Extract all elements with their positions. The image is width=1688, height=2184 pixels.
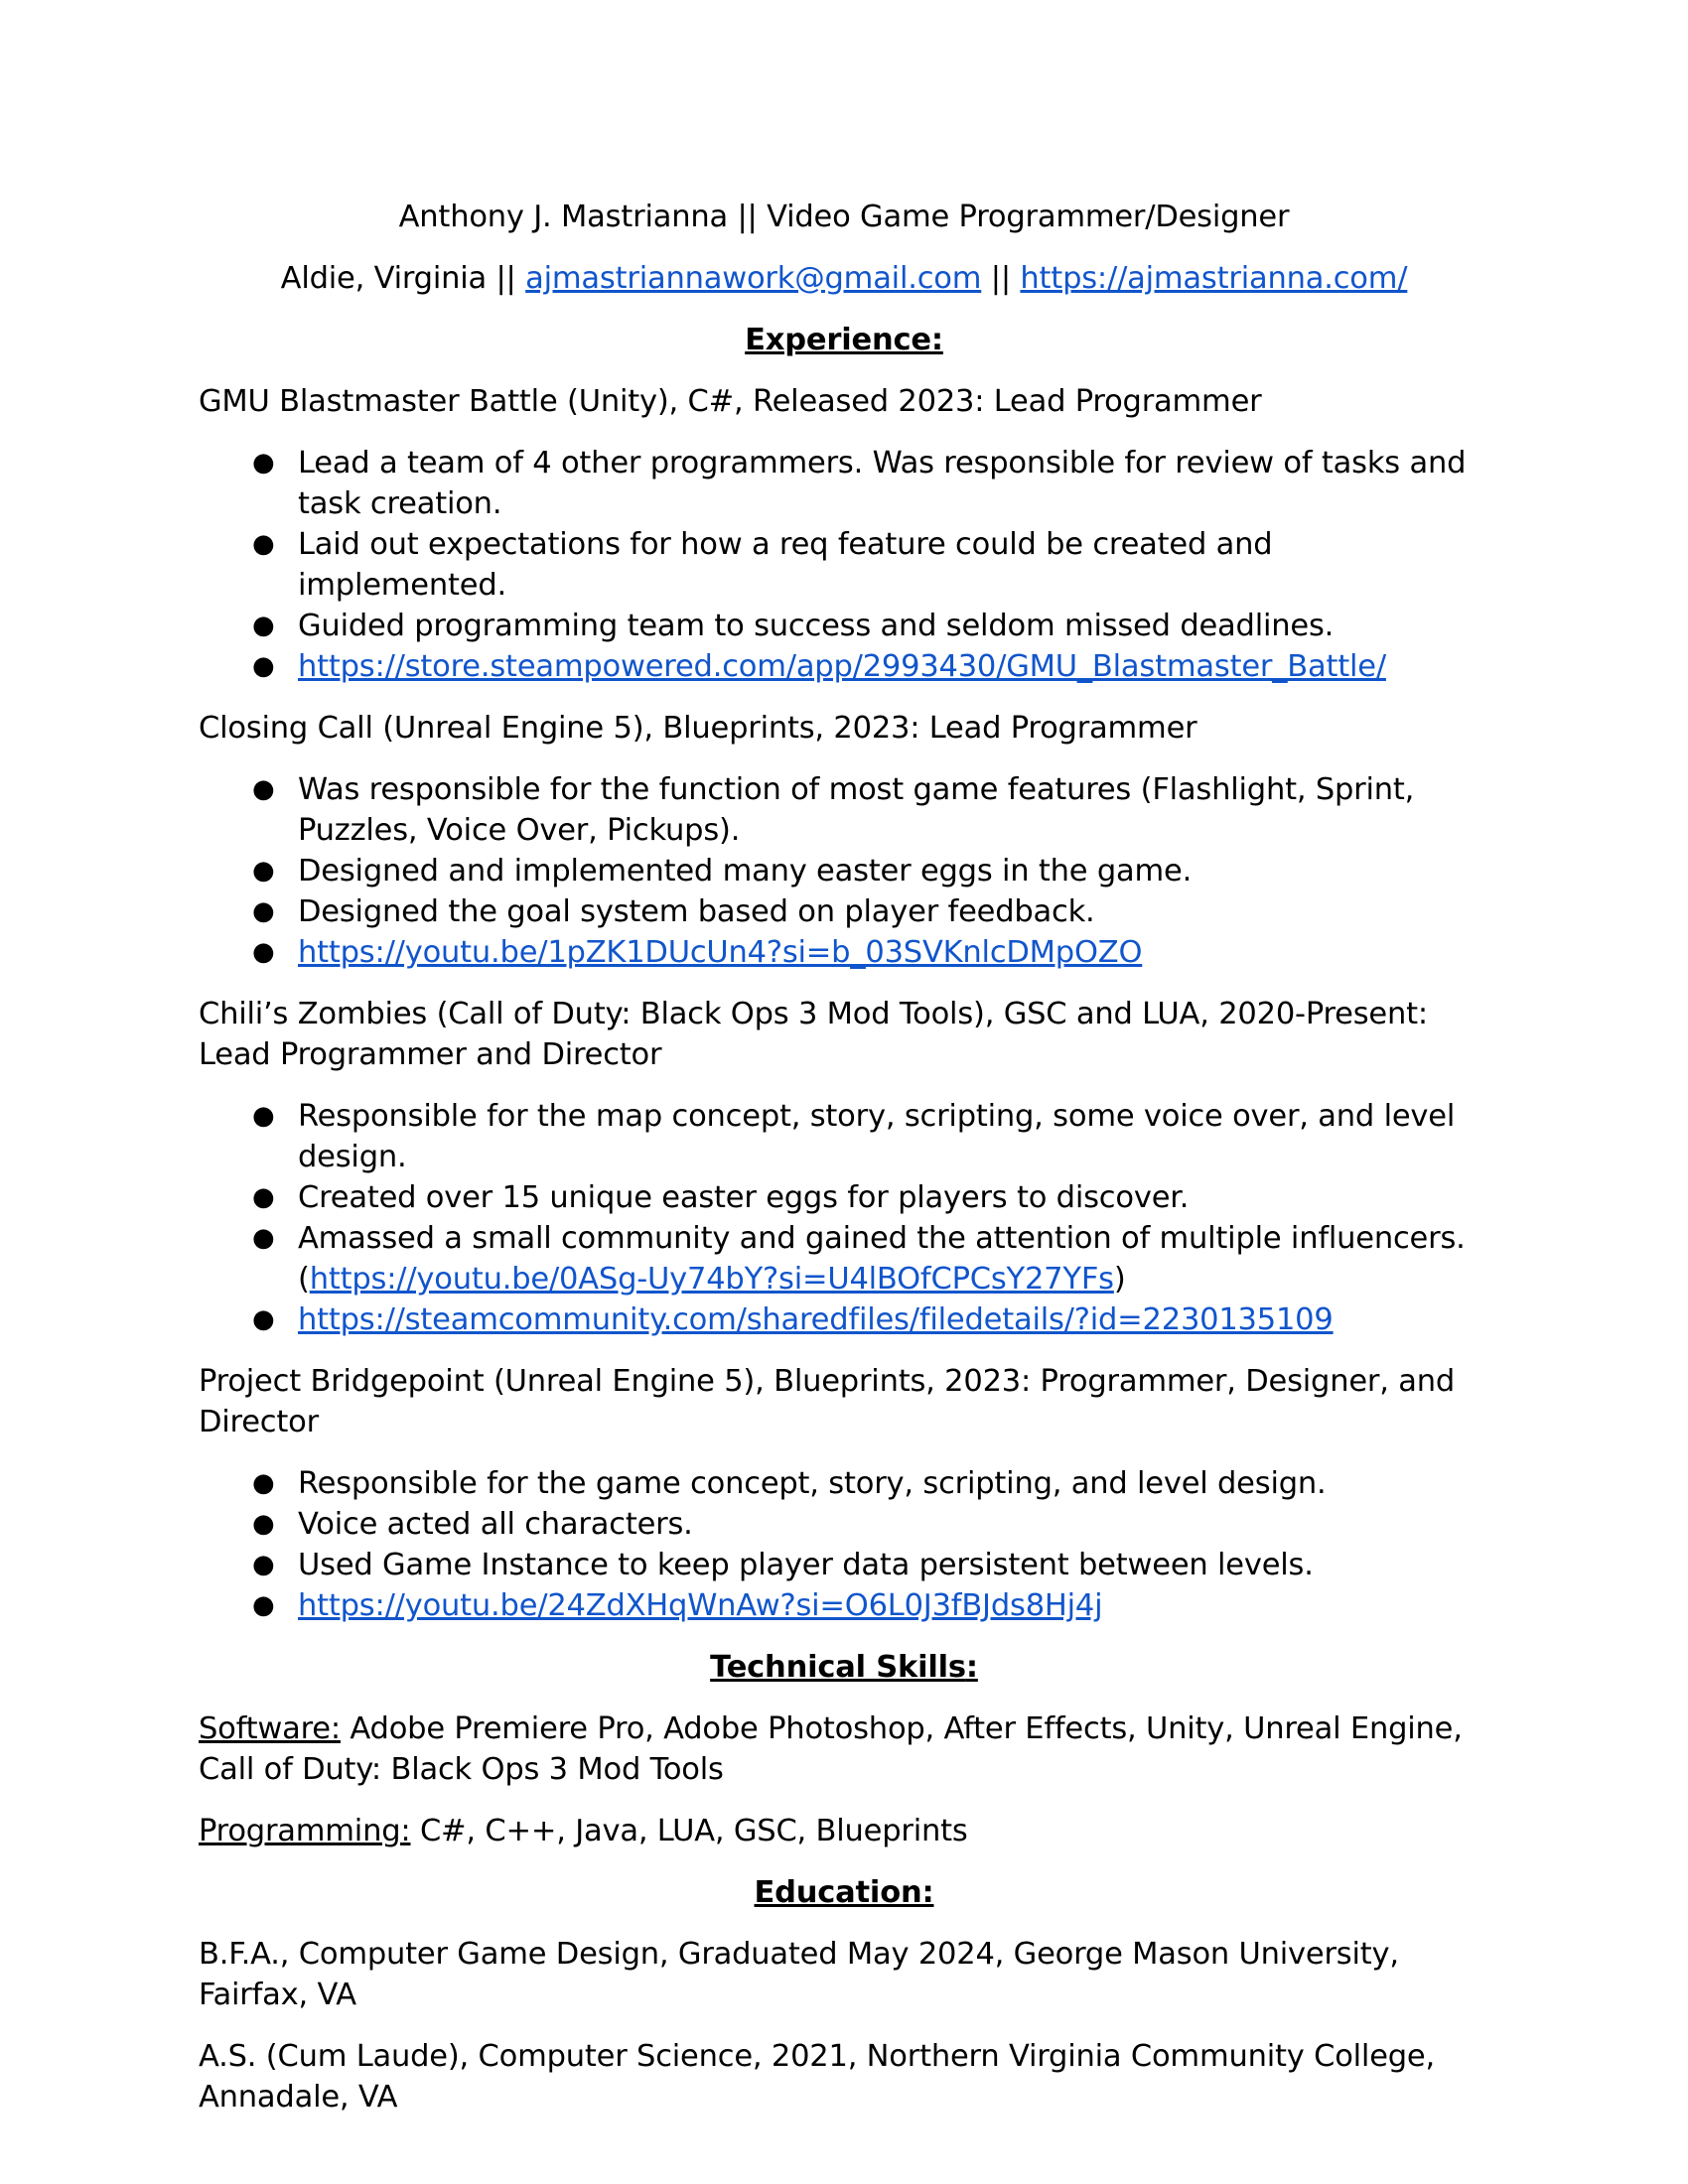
bullet-text: Was responsible for the function of most game features (Flashlight, Sprint, Puzzles, Voice Over, Pickups).	[298, 772, 1415, 848]
education-heading-text: Education	[754, 1875, 922, 1910]
list-item	[199, 1504, 1489, 1545]
bullet-icon: ●	[252, 1223, 275, 1253]
open-paren: (	[298, 1262, 310, 1297]
location-text: Aldie, Virginia ||	[280, 261, 526, 296]
skills-heading-text: Technical Skills	[710, 1650, 966, 1685]
software-skills	[199, 1708, 1489, 1790]
bullet-icon: ●	[252, 448, 275, 478]
resume-page	[199, 197, 1489, 2138]
software-value: Adobe Premiere Pro, Adobe Photoshop, After Effects, Unity, Unreal Engine, Call of Duty: Black Ops 3 Mod Tools	[199, 1711, 1463, 1787]
contact-line	[199, 258, 1489, 299]
bullet-text: Amassed a small community and gained the attention of multiple influencers.	[298, 1221, 1466, 1256]
list-item	[199, 932, 1489, 973]
bullet-text: Used Game Instance to keep player data persistent between levels.	[298, 1548, 1314, 1582]
bullet-text: Responsible for the game concept, story, scripting, and level design.	[298, 1466, 1327, 1501]
bullet-icon: ●	[252, 1590, 275, 1620]
list-item	[199, 646, 1489, 687]
list-item	[199, 443, 1489, 524]
bullet-text: Responsible for the map concept, story, scripting, some voice over, and level design.	[298, 1099, 1456, 1174]
bullet-icon: ●	[252, 1182, 275, 1212]
programming-skills	[199, 1811, 1489, 1851]
education-heading-colon: :	[921, 1875, 934, 1910]
bullet-text: Designed the goal system based on player feedback.	[298, 894, 1095, 929]
list-item	[199, 1463, 1489, 1504]
project-link[interactable]: https://youtu.be/24ZdXHqWnAw?si=O6L0J3fBJds8Hj4j	[298, 1588, 1103, 1623]
influencer-video-link[interactable]: https://youtu.be/0ASg-Uy74bY?si=U4lBOfCPCsY27YFs	[309, 1262, 1114, 1297]
skills-heading-colon: :	[965, 1650, 978, 1685]
bullet-text: Designed and implemented many easter eggs in the game.	[298, 854, 1193, 888]
project-title: Closing Call (Unreal Engine 5), Blueprints, 2023: Lead Programmer	[199, 711, 1197, 746]
bullet-icon: ●	[252, 856, 275, 886]
bullet-text: Voice acted all characters.	[298, 1507, 693, 1542]
bullet-icon: ●	[252, 611, 275, 640]
project-link[interactable]: https://store.steampowered.com/app/2993430/GMU_Blastmaster_Battle/	[298, 649, 1386, 684]
programming-label: Programming:	[199, 1814, 411, 1848]
list-item	[199, 1218, 1489, 1299]
bullet-icon: ●	[252, 896, 275, 926]
project-title: Project Bridgepoint (Unreal Engine 5), Blueprints, 2023: Programmer, Designer, and Director	[199, 1364, 1456, 1439]
bullet-icon: ●	[252, 1101, 275, 1131]
list-item	[199, 1177, 1489, 1218]
bullet-icon: ●	[252, 1468, 275, 1498]
list-item	[199, 1545, 1489, 1585]
list-item	[199, 1585, 1489, 1626]
skills-heading	[199, 1647, 1489, 1688]
list-item	[199, 1299, 1489, 1340]
contact-separator: ||	[981, 261, 1021, 296]
programming-value: C#, C++, Java, LUA, GSC, Blueprints	[410, 1814, 968, 1848]
bullet-icon: ●	[252, 651, 275, 681]
bullet-icon: ●	[252, 1509, 275, 1539]
bullet-text: Lead a team of 4 other programmers. Was responsible for review of tasks and task creation.	[298, 446, 1467, 521]
education-heading	[199, 1872, 1489, 1913]
project-bullet-list	[199, 1463, 1489, 1626]
project-title: GMU Blastmaster Battle (Unity), C#, Released 2023: Lead Programmer	[199, 384, 1262, 419]
bullet-icon: ●	[252, 1304, 275, 1334]
education-entry: A.S. (Cum Laude), Computer Science, 2021, Northern Virginia Community College, Annadale, VA	[199, 2039, 1435, 2115]
bullet-icon: ●	[252, 1550, 275, 1579]
project-link[interactable]: https://youtu.be/1pZK1DUcUn4?si=b_03SVKnlcDMpOZO	[298, 935, 1143, 970]
list-item	[199, 1096, 1489, 1177]
close-paren: )	[1113, 1262, 1126, 1297]
website-link[interactable]: https://ajmastrianna.com/	[1020, 261, 1408, 296]
name-title-line: Anthony J. Mastrianna || Video Game Programmer/Designer	[398, 200, 1290, 234]
bullet-icon: ●	[252, 937, 275, 967]
list-item	[199, 606, 1489, 646]
experience-heading: Experience:	[745, 323, 943, 357]
project-bullet-list	[199, 769, 1489, 973]
project-title: Chili’s Zombies (Call of Duty: Black Ops 3 Mod Tools), GSC and LUA, 2020-Present: Lead Programmer and Director	[199, 997, 1428, 1072]
list-item	[199, 524, 1489, 606]
software-label: Software:	[199, 1711, 341, 1746]
bullet-text: Laid out expectations for how a req feature could be created and implemented.	[298, 527, 1273, 603]
education-entry: B.F.A., Computer Game Design, Graduated May 2024, George Mason University, Fairfax, VA	[199, 1937, 1399, 2012]
bullet-text: Created over 15 unique easter eggs for players to discover.	[298, 1180, 1190, 1215]
list-item	[199, 769, 1489, 851]
bullet-icon: ●	[252, 774, 275, 804]
project-bullet-list	[199, 443, 1489, 687]
list-item	[199, 891, 1489, 932]
list-item	[199, 851, 1489, 891]
project-bullet-list	[199, 1096, 1489, 1340]
bullet-text: Guided programming team to success and seldom missed deadlines.	[298, 609, 1335, 643]
bullet-icon: ●	[252, 529, 275, 559]
project-link[interactable]: https://steamcommunity.com/sharedfiles/filedetails/?id=2230135109	[298, 1302, 1334, 1337]
email-link[interactable]: ajmastriannawork@gmail.com	[525, 261, 982, 296]
